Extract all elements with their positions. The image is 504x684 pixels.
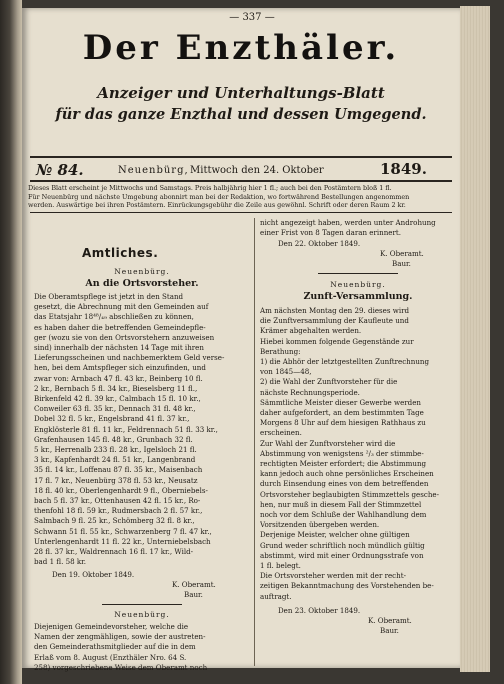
masthead-subtitle-1: Anzeiger und Unterhaltungs-Blatt: [97, 84, 385, 102]
left-heading-1: An die Ortsvorsteher.: [85, 278, 199, 289]
subscription-notice: Dieses Blatt erscheint je Mittwochs und Samstags. Preis halbjährig hier 1 fl.; auch bei den Postämtern bloß 1 fl. Für Neuenbürg und nächste Umgebung abonnirt man bei der Redaktion, wo fortwährend Bestellungen angenommen werden. Auswärtige bei ihren Postämtern. Einrückungsgebühr die Zeile aus gewöhnl. Schrift oder deren Raum 2 kr.: [28, 184, 410, 210]
column-divider: [254, 218, 255, 666]
page-number: — 337 —: [229, 12, 275, 23]
notice-rule: [30, 212, 452, 213]
left-signer-1: Baur.: [184, 590, 203, 599]
right-body: Am nächsten Montag den 29. dieses wird die Zunftversammlung der Kaufleute und Krämer abgehalten werden. Hiebei kommen folgende Gegenstände zur Berathung: 1) die Abhör der letztgestellten Zunftrechnung von 1845—48, 2) die Wahl der Zunftvorsteher für die nächste Rechnungsperiode. Sämmtliche Meister dieser Gewerbe werden daher aufgefordert, an dem bestimmten Tage Morgens 8 Uhr auf dem hiesigen Rathhaus zu erscheinen. Zur Wahl der Zunftvorsteher wird die Abstimmung von wenigstens ²/₃ der stimmbe- rechtigten Meister erfordert; die Abstimmung kann jedoch auch ohne persönliches Erscheinen durch Einsendung eines von dem betreffenden Ortsvorsteher beglaubigten Stimmzettels gesche- hen, nur muß in diesem Fall der Stimmzettel noch vor dem Schluße der Wahlhandlung dem Vorsitzenden übergeben werden. Derjenige Meister, welcher ohne gültigen Grund weder schriftlich noch mündlich gültig abstimmt, wird mit einer Ordnungsstrafe von 1 fl. belegt. Die Ortsvorsteher werden mit der recht- zeitigen Bekanntmachung des Vorstehenden be- auftragt.: [260, 306, 439, 601]
right-body-top: nicht angezeigt haben, werden unter Androhung einer Frist von 8 Tagen daran erinnert.: [260, 218, 436, 238]
issue-rule: [30, 180, 452, 182]
right-signer-top: Baur.: [392, 259, 411, 268]
right-office: K. Oberamt.: [368, 616, 412, 625]
top-rule: [30, 156, 452, 158]
page-stack-edge: [460, 6, 490, 672]
section-title-amtliches: Amtliches.: [82, 246, 159, 260]
right-heading: Zunft-Versammlung.: [303, 291, 413, 302]
newspaper-page: [22, 8, 460, 672]
issue-date: Mittwoch den 24. Oktober: [190, 165, 324, 176]
right-signer: Baur.: [380, 626, 399, 635]
right-office-top: K. Oberamt.: [380, 249, 424, 258]
right-separator-top: [318, 273, 398, 274]
masthead-subtitle-2: für das ganze Enzthal und dessen Umgegend.: [55, 106, 427, 123]
left-place-1: Neuenbürg.: [114, 267, 170, 276]
left-separator: [102, 604, 182, 605]
right-date: Den 23. Oktober 1849.: [278, 606, 361, 615]
left-office-1: K. Oberamt.: [172, 580, 216, 589]
left-date-1: Den 19. Oktober 1849.: [52, 570, 135, 579]
issue-place: Neuenbürg,: [118, 165, 189, 176]
right-date-top: Den 22. Oktober 1849.: [278, 239, 361, 248]
masthead-title: Der Enzthäler.: [82, 28, 400, 68]
right-place: Neuenbürg.: [330, 280, 386, 289]
issue-year: 1849.: [380, 160, 427, 178]
book-left-edge: [0, 0, 22, 684]
left-body-2: Diejenigen Gemeindevorsteher, welche die Namen der zengmähligen, sowie der austreten- den Gemeinderathsmitglieder auf die in dem Erlaß vom 8. August (Enzthäler Nro. 64 S. 258) vorgeschriebene Weise dem Oberamt noch: [34, 622, 208, 672]
left-place-2: Neuenbürg.: [114, 610, 170, 619]
book-right-edge: [490, 0, 504, 684]
issue-number: № 84.: [36, 161, 84, 179]
left-body-1: Die Oberamtspflege ist jetzt in den Stand gesetzt, die Abrechnung mit den Gemeinden auf das Etatsjahr 18⁴⁸/₄₉ abschließen zu können, es haben daher die betreffenden Gemeindepfle- ger (wozu sie von den Ortsvorstehern anzuweisen sind) innerhalb der nächsten 14 Tage mit ihren Lieferungsscheinen und nachbemerktem Geld verse- hen, bei dem Amtspfleger sich einzufinden, und zwar von: Arnbach 47 fl. 43 kr., Beinberg 10 fl. 2 kr., Bernbach 5 fl. 34 kr., Bieselsberg 11 fl., Birkenfeld 42 fl. 39 kr., Calmbach 15 fl. 10 kr., Conweiler 63 fl. 35 kr., Dennach 31 fl. 48 kr., Dobel 32 fl. 5 kr., Engelsbrand 41 fl. 37 kr., Engklösterle 81 fl. 11 kr., Feldrennach 51 fl. 33 kr., Grafenhausen 145 fl. 48 kr., Grunbach 32 fl. 5 kr., Herrenalb 233 fl. 28 kr., Igelsloch 21 fl. 3 kr., Kapfenhardt 24 fl. 51 kr., Langenbrand 35 fl. 14 kr., Loffenau 87 fl. 35 kr., Maisenbach 17 fl. 7 kr., Neuenbürg 378 fl. 53 kr., Neusatz 18 fl. 40 kr., Oberlengenhardt 9 fl., Oberniebels- bach 5 fl. 37 kr., Ottenhausen 42 fl. 15 kr., Ro- thenfohl 18 fl. 59 kr., Rudmersbach 2 fl. 57 kr., Salmbach 9 fl. 25 kr., Schömberg 32 fl. 8 kr., Schwann 51 fl. 55 kr., Schwarzenberg 7 fl. 47 kr., Unterlengenhardt 11 fl. 22 kr., Unterniebelsbach 28 fl. 37 kr., Waldrennach 16 fl. 17 kr., Wild- bad 1 fl. 58 kr.: [34, 292, 225, 567]
